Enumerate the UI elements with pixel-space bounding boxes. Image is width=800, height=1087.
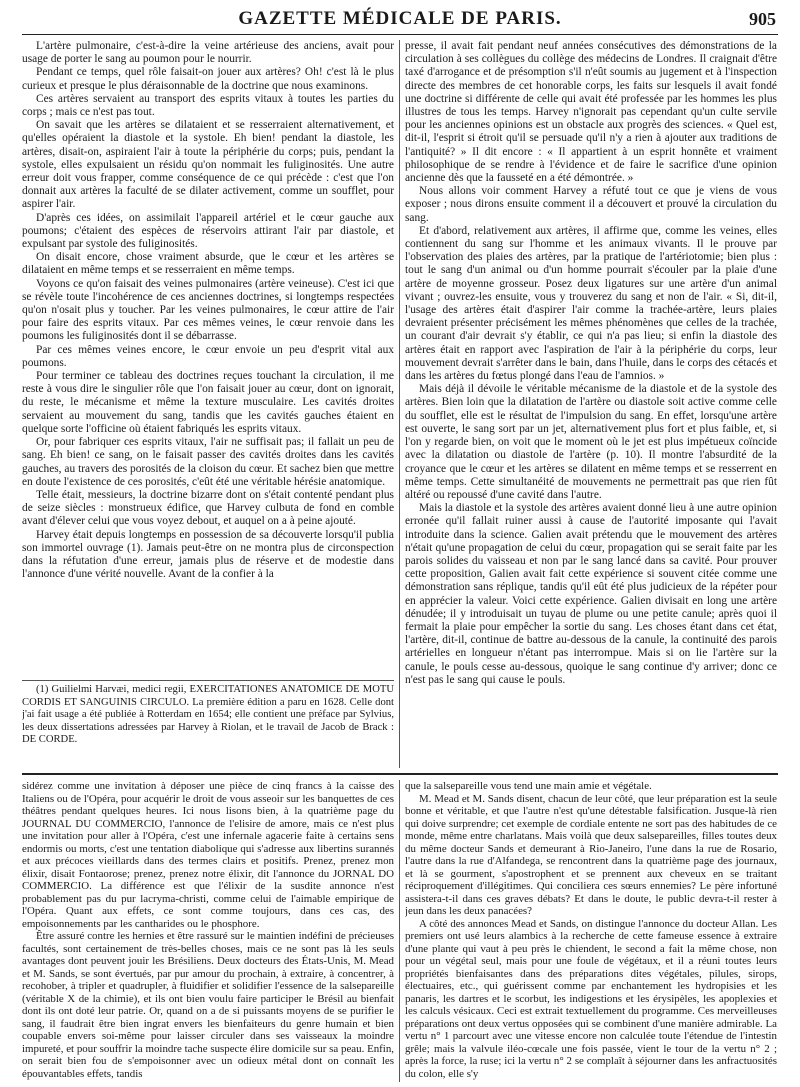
paragraph: sidérez comme une invitation à déposer une pièce de cinq francs à la caisse des Italiens ou de l'Opéra, pour acquérir le droit de vous asseoir sur les banquettes de ces théâtres pendant quelques heures. Ici nous lisons bien, à la quatrième page du JOURNAL DU COMMERCIO, l'annonce de l'elisire de amore, mais ce n'est plus une invitation pour aller à l'Opéra, c'est une infernale agacerie faite à certains sens endormis ou morts, c'est une tentation diabolique qui s'adresse aux libertins surannés et aux précoces vieillards dans des termes clairs et positifs. Prenez, prenez mon élixir, disait Fontaorose; prenez, prenez notre élixir, dit l'annonce du JORNAL DO COMMERCIO. La différence est que l'élixir de la susdite annonce n'est probablement pas du pur lacryma-christi, comme celui de l'aimable empirique de l'Opéra. Quant aux effets, ce sont comme toujours, dans ces cas, des empoisonnements par les cantharides ou le phosphore. bbox=[22, 780, 394, 930]
footnote-text: (1) Guilielmi Harvæi, medici regii, EXERCITATIONES ANATOMICE DE MOTU CORDIS ET SANGUINIS CIRCULO. La première édition a paru en 1628. Celle dont j'ai fait usage a été publiée à Rotterdam en 1654; elle contient une préface par Sylvius, les deux dissertations adressées par Harvey à Riolan, et le travail de Jacob de Brack : DE CORDE. bbox=[22, 684, 394, 746]
column-divider bbox=[399, 40, 400, 768]
journal-title: GAZETTE MÉDICALE DE PARIS. bbox=[238, 8, 562, 29]
paragraph: que la salsepareille vous tend une main amie et végétale. bbox=[405, 780, 652, 792]
paragraph: Pendant ce temps, quel rôle faisait-on jouer aux artères? Oh! c'est là le plus curieux et presque le plus déraisonnable de la doctrine que nous examinons. bbox=[22, 66, 394, 92]
paragraph: On savait que les artères se dilataient et se resserraient alternativement, et qu'elles opéraient la diastole et la systole. Eh bien! pendant la diastole, les artères, disait-on, aspiraient l'air à toute la périphérie du corps; puis, pendant la systole, elles expulsaient un résidu qu'on nommait les fuliginosités. Une autre erreur doit vous frapper, comme conséquence de ce qui précède : c'est que l'on donnait aux artères la faculté de se dilater activement, comme un soufflet, pour aspirer l'air. bbox=[22, 119, 394, 211]
paragraph: Telle était, messieurs, la doctrine bizarre dont on s'était contenté pendant plus de seize siècles : monstrueux édifice, que Harvey culbuta de fond en comble avant d'élever celui que vous voyez debout, et auquel on a à peine ajouté. bbox=[22, 488, 394, 528]
article-column-left bbox=[22, 40, 394, 674]
paragraph: Être assuré contre les hernies et être rassuré sur le maintien indéfini de précieuses facultés, sont certainement de très-belles choses, mais ce ne sont pas là les seuls avantages dont peuvent jouir les Brésiliens. Deux docteurs des États-Unis, M. Mead et M. Sands, se sont évertués, par pur amour du prochain, à extraire, à concentrer, à recohober, à tripler et quadrupler, à fluidifier et solidifier l'essence de la salsepareille (véritable X de la chimie), et ils ont bien voulu faire participer le Brésil au bienfait dont ils ont doté leur patrie. Or, quand on a de si puissants moyens de se purifier le sang, il faudrait être bien ingrat envers les bienfaiteurs du genre humain et bien coupable envers soi-même pour laisser circuler dans ses vaisseaux la moindre impureté, et pour souffrir la moindre tache suspecte élire domicile sur sa peau. Enfin, on serait bien fou de s'empoisonner avec un odieux métal dont on connaît les épouvantables effets, tandis bbox=[22, 930, 394, 1080]
column-divider bbox=[399, 780, 400, 1082]
footnote bbox=[22, 684, 394, 768]
footnote-divider bbox=[22, 680, 394, 681]
feuilleton-column-right bbox=[405, 780, 777, 1082]
paragraph: Harvey était depuis longtemps en possession de sa découverte lorsqu'il publia son immortel ouvrage (1). Jamais peut-être on ne montra plus de circonspection dans la réfutation d'une erreur, jamais plus de réserve et de modestie dans l'annonce d'une vérité nouvelle. Avant de la confier à la bbox=[22, 528, 394, 581]
paragraph: D'après ces idées, on assimilait l'appareil artériel et le cœur gauche aux poumons; c'étaient des espèces de réservoirs attirant l'air par diastole, et expulsant par systole des fuliginosités. bbox=[22, 211, 394, 251]
paragraph: On disait encore, chose vraiment absurde, que le cœur et les artères se dilataient en même temps et se resserraient en même temps. bbox=[22, 251, 394, 277]
paragraph: Et d'abord, relativement aux artères, il affirme que, comme les veines, elles contiennent du sang sur l'homme et les animaux vivants. Il le prouve par l'observation des plaies des artères, par la pratique de l'artériotomie; bien plus : tout le sang d'un animal ou d'un homme pourrait s'écouler par la plaie d'une artère de moyenne grosseur. Posez deux ligatures sur une artère d'un animal vivant ; ouvrez-les ensuite, vous y trouverez du sang et non de l'air. « Si, dit-il, l'usage des artères était d'aspirer l'air comme la trachée-artère, leurs plaies devraient présenter précisément les mêmes phénomènes que celles de la trachée, un courant d'air devrait s'y établir, ce qui n'a pas lieu; si enfin la diastole des artères était en rapport avec l'aspiration de l'air à la périphérie du corps, leur mouvement devrait s'arrêter dans le bain, dans l'huile, dans le corps des cétacés et dans les artères du fœtus plongé dans l'eau de l'amnios. » bbox=[405, 224, 777, 383]
feuilleton-column-left bbox=[22, 780, 394, 1082]
paragraph: Mais déjà il dévoile le véritable mécanisme de la diastole et de la systole des artères. Bien loin que la dilatation de l'artère ou diastole soit active comme celle du soufflet, elle est le résultat de l'impulsion du sang. En effet, lorsqu'une artère est ouverte, le sang sort par un jet, alternativement plus fort et plus faible, et, si l'on y regarde bien, on voit que le moment où le jet est plus impétueux coïncide avec la dilatation ou diastole de l'artère (p. 10). Il montre l'absurdité de la croyance que le cœur et les artères se dilatent en même temps et se resserrent en même temps. Cette simultanéité de mouvements ne permettrait pas que rien fût altéré ou repoussé d'une cavité dans l'autre. bbox=[405, 383, 777, 501]
paragraph: Nous allons voir comment Harvey a réfuté tout ce que je viens de vous exposer ; nous dirons ensuite comment il a découvert et prouvé la circulation du sang. bbox=[405, 185, 777, 224]
page-number: 905 bbox=[749, 9, 776, 29]
paragraph: Or, pour fabriquer ces esprits vitaux, l'air ne suffisait pas; il fallait un peu de sang. Eh bien! ce sang, on le faisait passer des cavités droites dans les cavités gauches, au travers des porosités de la cloison du cœur. Et sachez bien que mettre en doute l'existence de ces porosités, c'eût été une véritable hérésie anatomique. bbox=[22, 436, 394, 488]
paragraph: M. Mead et M. Sands disent, chacun de leur côté, que leur préparation est la seule bonne et véritable, et que l'autre n'est qu'une détestable falsification. Jusque-là rien qui doive surprendre; cet exemple de cordiale entente ne sort pas des habitudes de ce monde, même entre charlatans. Mais voilà que deux salsepareilles, filles toutes deux du même docteur Sands et demeurant à Rio-Janeiro, l'une dans la rue de Rosario, l'autre dans la rue d'Alfandega, se rencontrent dans la quatrième page des journaux, et là se gourment, s'apostrophent et se prennent aux cheveux en se traitant réciproquement d'illégitimes. Qui conciliera ces sœurs ennemies? Le père infortuné assistera-t-il dans ces graves débats? Et dans le doute, le public devra-t-il rester à jeun dans les deux panacées? bbox=[405, 792, 777, 917]
paragraph: Pour terminer ce tableau des doctrines reçues touchant la circulation, il me reste à vous dire le singulier rôle que l'on faisait jouer au cœur, dont on ignorait, du reste, le mécanisme et même la texture musculaire. Les cavités droites servaient au mouvement du sang, tandis que les cavités gauches étaient en quelque sorte l'officine où étaient fabriqués les esprits vitaux. bbox=[22, 370, 394, 435]
paragraph: Par ces mêmes veines encore, le cœur envoie un peu d'esprit vital aux poumons. bbox=[22, 343, 394, 369]
paragraph: presse, il avait fait pendant neuf années consécutives des démonstrations de la circulation à ses collègues du collège des médecins de Londres. Il craignait d'être taxé d'arrogance et de présomption s'il n'eût soumis au jugement et à l'inspection directe des membres de cet honorable corps, les faits sur lesquels il avait fondé une doctrine si différente de celle qui avait été professée par les hommes les plus illustres de tous les temps. Harvey n'ignorait pas cependant qu'un culte servile pour les anciennes opinions est un obstacle aux progrès des sciences. « Quel est, dit-il, l'esprit si étroit qu'il se persuade qu'il n'y a rien à ajouter aux traditions de l'antiquité? » Il dit encore : « Il appartient à un esprit honnête et vraiment philosophique de se rendre à l'évidence et de faire le sacrifice d'une opinion ancienne dès que la fausseté en a été démontrée. » bbox=[405, 40, 777, 185]
paragraph: L'artère pulmonaire, c'est-à-dire la veine artérieuse des anciens, avait pour usage de porter le sang au poumon pour le nourrir. bbox=[22, 40, 394, 66]
page-header bbox=[22, 4, 778, 35]
feuilleton-divider bbox=[22, 773, 778, 775]
paragraph: Ces artères servaient au transport des esprits vitaux à toutes les parties du corps ; mais ce n'est pas tout. bbox=[22, 92, 394, 119]
paragraph: Mais la diastole et la systole des artères avaient donné lieu à une autre opinion erronée qu'il fallait ruiner aussi à cause de l'autorité imposante qui l'avait introduite dans la science. Galien avait prétendu que le mouvement des artères n'était qu'une propagation de celui du cœur, propagation qui se serait faite par les parois solides du vaisseau et non par le sang lancé dans sa cavité. Pour prouver cette proposition, Galien avait fait cette expérience si souvent citée comme une démonstration sans réplique, tandis qu'il eût été plus judicieux de la répéter pour en apprécier la valeur. Voici cette expérience. Galien divisait en long une artère dénudée; il y introduisait un tuyau de plume ou une petite canule; après quoi il fermait la plaie pour empêcher la sortie du sang. Les choses étant dans cet état, l'artère, dit-il, continue de battre au-dessous de la canule, la continuité des parois artérielles en longueur n'étant pas interrompue. Mais si on lie l'artère sur la canule, le pouls cesse au-dessous, quoique le sang continue d'y arriver; donc ce n'est pas le sang qui cause le pouls. bbox=[405, 502, 777, 686]
paragraph: Voyons ce qu'on faisait des veines pulmonaires (artère veineuse). C'est ici que se révèle toute l'incohérence de ces anciennes doctrines, si longtemps respectées qu'on n'osait plus y toucher. Par les veines pulmonaires, le cœur attire de l'air pour faire des esprits vitaux. Par ces mêmes veines, le cœur renvoie dans les poumons les fuliginosités dont il se débarrasse. bbox=[22, 277, 394, 343]
article-column-right bbox=[405, 40, 777, 768]
paragraph: A côté des annonces Mead et Sands, on distingue l'annonce du docteur Allan. Les premiers ont usé leurs alambics à la recherche de cette fameuse essence à extraire d'une plante qui vaut à peu près le chiendent, le second a fait la même chose, non pour un végétal seul, mais pour une foule de végétaux, et il a réuni toutes leurs propriétés bienfaisantes dans des préparations dites végétales, pilules, sirops, électuaires, etc., qui guérissent comme par enchantement les hydropisies et les panaris, les dartres et le scorbut, les indigestions et les érysipèles, les apoplexies et les calculs vésicaux. Ceci est extrait textuellement du programme. Ces merveilleuses préparations ont deux vertus opposées qui se combinent d'une manière admirable. La vertu n° 1 parcourt avec une vitesse encore non calculée toute l'étendue de l'intestin grêle; mais la valvule iléo-cœcale une fois passée, vient le tour de la vertu n° 2 ; après la force, la ruse; ici la vertu n° 2 se complaît à séjourner dans les anfractuosités du colon, elle s'y bbox=[405, 917, 777, 1080]
